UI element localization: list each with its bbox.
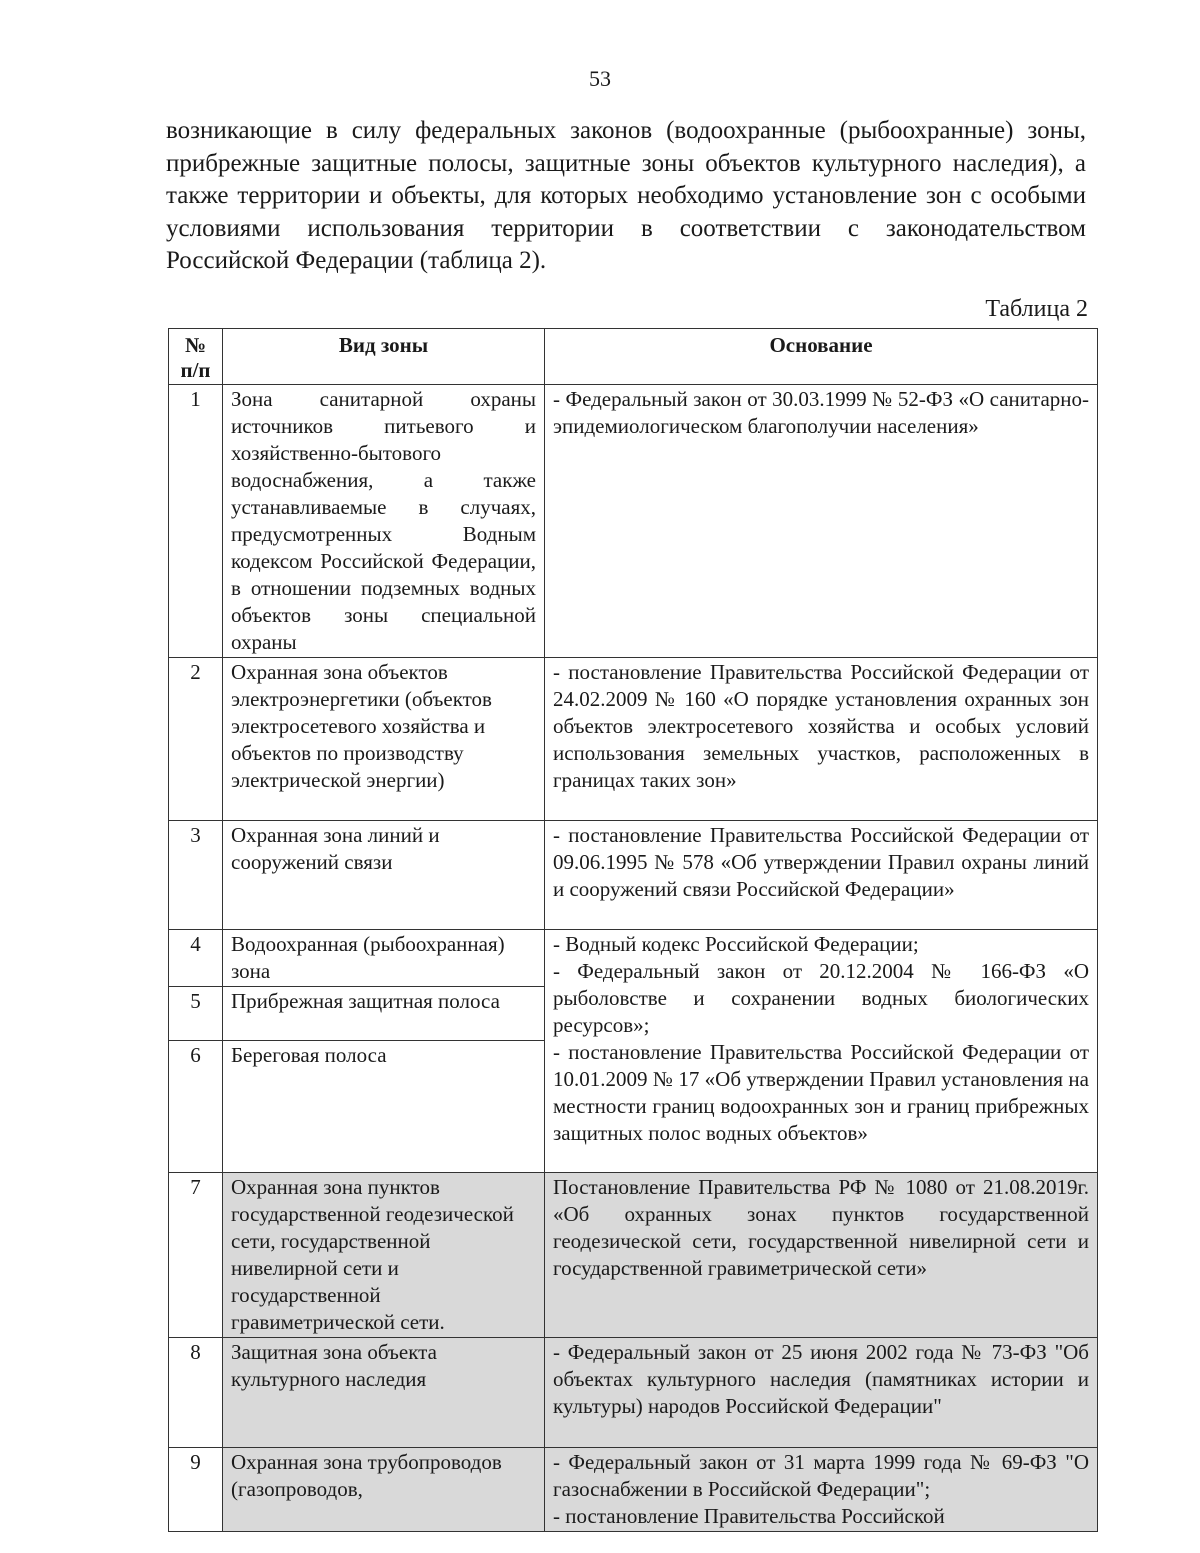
row-number: 4 (169, 930, 223, 987)
zone-basis: - постановление Правительства Российской Федерации от 09.06.1995 № 578 «Об утверждении Правил охраны линий и сооружений связи Российской Федерации» (545, 821, 1098, 930)
zone-kind: Зона санитарной охраны источников питьевого и хозяйственно-бытового водоснабжения, а также устанавливаемые в случаях, предусмотренных Водным кодексом Российской Федерации, в отношении подземных водных объектов зоны специальной охраны (223, 385, 545, 658)
header-kind: Вид зоны (223, 329, 545, 385)
table-row (169, 930, 1098, 987)
row-number: 2 (169, 658, 223, 821)
zone-kind: Охранная зона пунктов государственной геодезической сети, государственной нивелирной сети и государственной гравиметрической сети. (223, 1173, 545, 1338)
zone-basis-group (545, 930, 1098, 1173)
page-number: 53 (589, 66, 611, 91)
table-row (169, 1173, 1098, 1338)
zone-basis: - Федеральный закон от 25 июня 2002 года № 73-ФЗ "Об объектах культурного наследия (памятниках истории и культуры) народов Российской Федерации" (545, 1338, 1098, 1448)
row-number: 8 (169, 1338, 223, 1448)
table-header-row (169, 329, 1098, 385)
table-row (169, 1448, 1098, 1532)
zone-kind: Береговая полоса (223, 1041, 545, 1173)
basis-item: - Федеральный закон от 20.12.2004 № 166-ФЗ «О рыболовстве и сохранении водных биологических ресурсов»; (553, 959, 1089, 1037)
zone-kind: Защитная зона объекта культурного наследия (223, 1338, 545, 1448)
basis-item: - Федеральный закон от 31 марта 1999 года № 69-ФЗ "О газоснабжении в Российской Федерации"; (553, 1450, 1089, 1501)
table-row (169, 658, 1098, 821)
zone-basis: - Федеральный закон от 30.03.1999 № 52-ФЗ «О санитарно-эпидемиологическом благополучии населения» (545, 385, 1098, 658)
zone-kind: Водоохранная (рыбоохранная) зона (223, 930, 545, 987)
table-row (169, 1338, 1098, 1448)
zone-kind: Охранная зона линий и сооружений связи (223, 821, 545, 930)
table-caption: Таблица 2 (985, 296, 1088, 322)
zone-kind: Охранная зона объектов электроэнергетики (объектов электросетевого хозяйства и объектов по производству электрической энергии) (223, 658, 545, 821)
row-number: 6 (169, 1041, 223, 1173)
header-basis: Основание (545, 329, 1098, 385)
zone-kind: Прибрежная защитная полоса (223, 987, 545, 1041)
intro-paragraph: возникающие в силу федеральных законов (водоохранные (рыбоохранные) зоны, прибрежные защитные полосы, защитные зоны объектов культурного наследия), а также территории и объекты, для которых необходимо установление зон с особыми условиями использования территории в соответствии с законодательством Российской Федерации (таблица 2). (166, 117, 1086, 275)
zone-basis (545, 1448, 1098, 1532)
basis-item: - Водный кодекс Российской Федерации; (553, 932, 919, 956)
table-row (169, 821, 1098, 930)
row-number: 1 (169, 385, 223, 658)
zones-table (168, 328, 1098, 1532)
basis-item: - постановление Правительства Российской (553, 1504, 945, 1528)
zone-basis: Постановление Правительства РФ № 1080 от 21.08.2019г. «Об охранных зонах пунктов государственной геодезической сети, государственной нивелирной сети и государственной гравиметрической сети» (545, 1173, 1098, 1338)
table-row (169, 385, 1098, 658)
row-number: 5 (169, 987, 223, 1041)
row-number: 7 (169, 1173, 223, 1338)
row-number: 9 (169, 1448, 223, 1532)
basis-item: - постановление Правительства Российской Федерации от 10.01.2009 № 17 «Об утверждении Правил установления на местности границ водоохранных зон и границ прибрежных защитных полос водных объектов» (553, 1040, 1089, 1145)
zone-kind: Охранная зона трубопроводов (газопроводов, (223, 1448, 545, 1532)
zone-basis: - постановление Правительства Российской Федерации от 24.02.2009 № 160 «О порядке установления охранных зон объектов электросетевого хозяйства и особых условий использования земельных участков, расположенных в границах таких зон» (545, 658, 1098, 821)
row-number: 3 (169, 821, 223, 930)
header-num: № п/п (169, 329, 223, 385)
